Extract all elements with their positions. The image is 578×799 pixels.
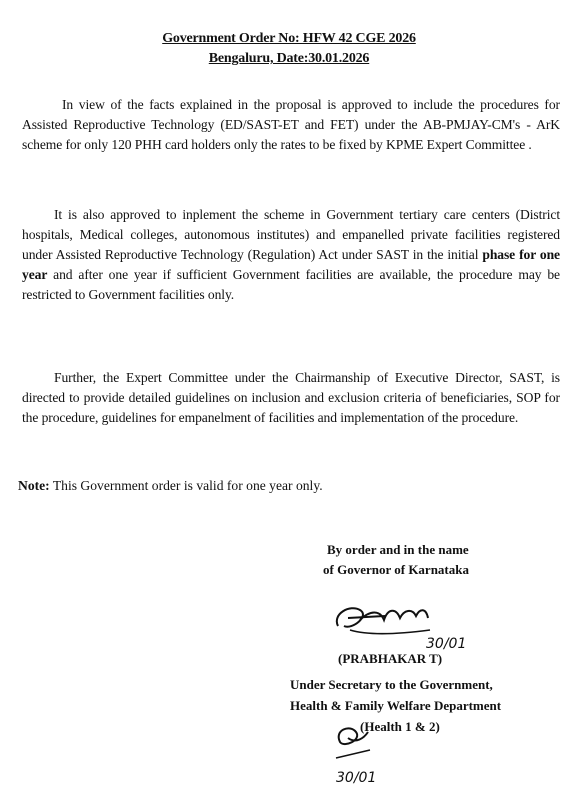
handwritten-signature [330,596,480,656]
designation-line-1: Under Secretary to the Government, [290,677,493,692]
designation-line-2: Health & Family Welfare Department [290,698,502,713]
validity-note [18,478,323,494]
paragraph-approval: In view of the facts explained in the proposal is approved to include the procedures for Assisted Reproductive Technology (ED/SAST-ET and FET) under the AB-PMJAY-CM's - ArK scheme for only 120 PHH card holders only the rates to be fixed by KPME Expert Committee . [22,97,560,152]
note-label: Note: [18,478,50,493]
paragraph-implementation-part1: It is also approved to inplement the scheme in Government tertiary care centers (District hospitals, Medical colleges, autonomous institutes) and empanelled private facilities registered under Assisted Reproductive Technology (Regulation) Act under SAST in the initial [22,207,560,262]
place-date-heading: Bengaluru, Date:30.01.2026 [208,51,370,66]
governor-line: of Governor of Karnataka [323,562,469,577]
initials-date: 30/01 [336,770,377,786]
handwritten-initials [330,720,390,790]
paragraph-implementation-part2: and after one year if sufficient Government facilities are available, the procedure may be restricted to Government facilities only. [22,267,560,302]
signatory-name: (PRABHAKAR T) [338,651,443,666]
order-number-heading: Government Order No: HFW 42 CGE 2026 [162,31,416,46]
designation-line-3: (Health 1 & 2) [360,719,440,734]
paragraph-implementation-bold: phase for one year [22,247,560,282]
note-text: This Government order is valid for one year only. [49,478,323,493]
paragraph-expert-committee: Further, the Expert Committee under the Chairmanship of Executive Director, SAST, is directed to provide detailed guidelines on inclusion and exclusion criteria of beneficiaries, SOP for the procedure, guidelines for empanelment of facilities and implementation of the procedure. [22,370,560,425]
signature-date: 30/01 [426,636,467,652]
paragraph-implementation [22,205,560,305]
by-order-line: By order and in the name [327,542,469,557]
